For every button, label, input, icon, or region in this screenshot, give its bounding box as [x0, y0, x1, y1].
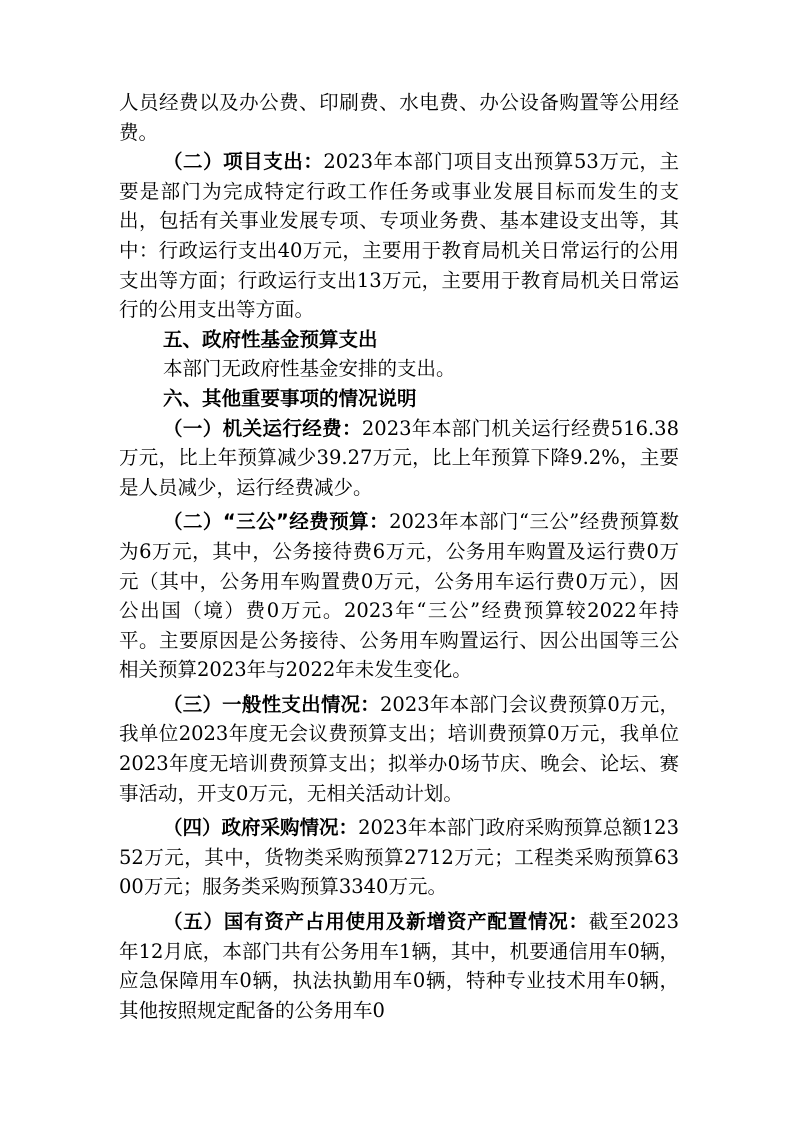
paragraph-government-fund — [119, 354, 679, 384]
paragraph-text: 截至2023年12月底，本部门共有公务用车1辆，其中，机要通信用车0辆，应急保障用车0辆，执法执勤用车0辆，特种专业技术用车0辆，其他按照规定配备的公务用车0 — [119, 910, 679, 1022]
paragraph-label: （四）政府采购情况： — [163, 816, 359, 840]
paragraph-text: 本部门无政府性基金安排的支出。 — [163, 357, 456, 381]
paragraph-text: 2023年本部门项目支出预算53万元，主要是部门为完成特定行政工作任务或事业发展目标而发生的支出，包括有关事业发展专项、专项业务费、基本建设支出等，其中：行政运行支出40万元，主要用于教育局机关日常运行的公用支出等方面；行政运行支出13万元，主要用于教育局机关日常运行的公用支出等方面。 — [119, 150, 679, 322]
section-heading-government-fund: 五、政府性基金预算支出 — [163, 327, 378, 351]
paragraph-state-assets — [119, 907, 679, 1025]
paragraph-operating-expenses — [119, 414, 679, 503]
paragraph-text: 2023年本部门机关运行经费516.38万元，比上年预算减少39.27万元，比上年预算下降9.2%，主要是人员减少，运行经费减少。 — [119, 416, 679, 499]
document-body — [119, 88, 679, 1025]
paragraph-three-public-expenses — [119, 507, 679, 685]
section-heading-other-matters: 六、其他重要事项的情况说明 — [163, 386, 417, 410]
paragraph-label: （三）一般性支出情况： — [163, 692, 380, 716]
paragraph-text: 2023年本部门会议费预算0万元，我单位2023年度无会议费预算支出；培训费预算0万元，我单位2023年度无培训费预算支出；拟举办0场节庆、晚会、论坛、赛事活动，开支0万元，无相关活动计划。 — [119, 692, 679, 805]
paragraph-label: （二）项目支出： — [163, 150, 324, 174]
paragraph-personnel-expenses — [119, 88, 679, 147]
paragraph-general-expenditure — [119, 690, 679, 808]
paragraph-text: 2023年本部门“三公”经费预算数为6万元，其中，公务接待费6万元，公务用车购置及运行费0万元（其中，公务用车购置费0万元，公务用车运行费0万元），因公出国（境）费0万元。2023年“三公”经费预算较2022年持平。主要原因是公务接待、公务用车购置运行、因公出国等三公相关预算2023年与2022年未发生变化。 — [119, 510, 679, 682]
paragraph-project-expenditure — [119, 147, 679, 325]
paragraph-text: 2023年本部门政府采购预算总额12352万元，其中，货物类采购预算2712万元；工程类采购预算6300万元；服务类采购预算3340万元。 — [119, 816, 679, 899]
paragraph-government-procurement — [119, 813, 679, 902]
paragraph-label: （一）机关运行经费： — [163, 416, 362, 440]
paragraph-text: 人员经费以及办公费、印刷费、水电费、办公设备购置等公用经费。 — [119, 91, 679, 144]
paragraph-label: （二）“三公”经费预算： — [163, 510, 390, 534]
paragraph-label: （五）国有资产占用使用及新增资产配置情况： — [163, 910, 589, 934]
